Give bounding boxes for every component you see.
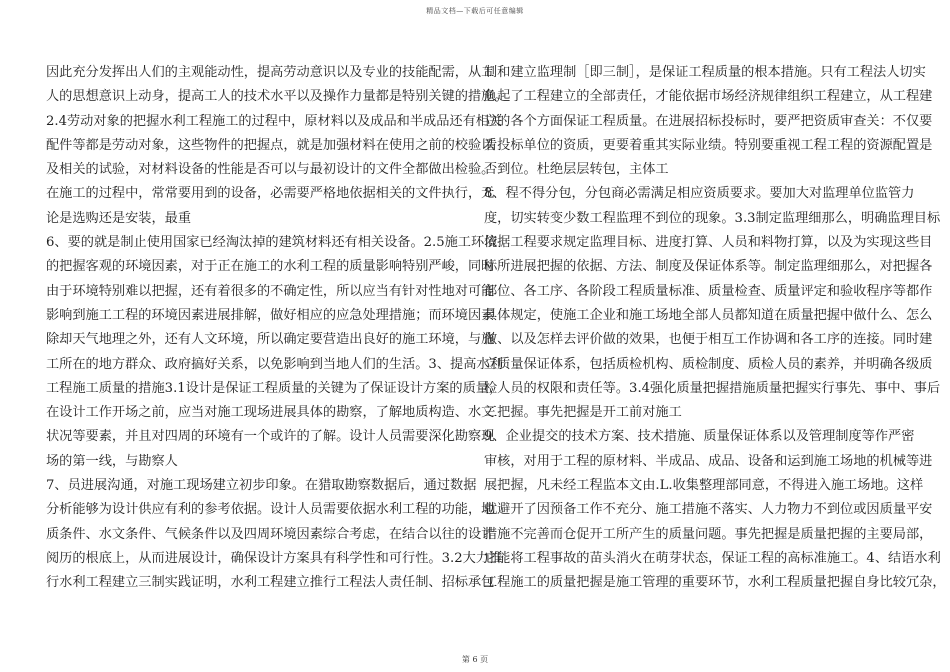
page-number: 第 6 页 (461, 655, 489, 664)
text-line: 阅历的根底上，从而进展设计，确保设计方案具有科学性和可行性。3.2大力推 (46, 550, 503, 566)
text-line: 负起了工程建立的全部责任，才能依据市场经济规律组织工程建立，从工程建 (484, 89, 933, 105)
text-line: 2.4劳动对象的把握水利工程施工的过程中，原材料以及成品和半成品还有相关 (46, 113, 503, 129)
text-line: 及相关的试验，对材料设备的性能是否可以与最初设计的文件全都做出检验。 (46, 162, 495, 178)
text-line: 立的各个方面保证工程质量。在进展招标投标时，要严把资质审查关：不仅要 (484, 113, 933, 129)
text-line: 影响到施工工程的环境因素进展排解，做好相应的应急处理措施；而环境因素 (46, 307, 495, 323)
text-line: 在施工的过程中，常常要用到的设备，必需要严格地依据相关的文件执行，无 (46, 186, 495, 202)
text-line: 检人员的权限和责任等。3.4强化质量把握措施质量把握实行事先、事中、事后 (484, 380, 941, 396)
text-line: 状况等要素，并且对四周的环境有一个或许的了解。设计人员需要深化勘察现 (46, 429, 495, 445)
right-text-column (484, 61, 946, 596)
text-line: 8、程不得分包，分包商必需满足相应资质要求。要加大对监理单位监管力 (484, 186, 915, 202)
text-line: 标所进展把握的依据、方法、制度及保证体系等。制定监理细那么，对把握各 (484, 259, 933, 275)
left-text-column (46, 61, 508, 596)
text-line: 论是选购还是安装，最重 (46, 210, 192, 226)
text-line: 质条件、水文条件、气候条件以及四周环境因素综合考虑，在结合以往的设计 (46, 526, 495, 542)
text-line: 6、要的就是制止使用国家已经淘汰掉的建筑材料还有相关设备。2.5施工环境 (46, 235, 498, 251)
text-line: 三把握。事先把握是开工前对施工 (484, 405, 682, 421)
page-header: 精品文档—下载后可任意编辑 (426, 7, 524, 15)
text-line: 制和建立监理制［即三制］，是保证工程质量的根本措施。只有工程法人切实 (484, 65, 926, 80)
text-line: 做、以及怎样去评价做的效果，也便于相互工作协调和各工序的连接。同时建 (484, 332, 933, 348)
text-line: 由于环境特别难以把握，还有着很多的不确定性，所以应当有针对性地对可能 (46, 283, 495, 299)
text-line: 具体规定，使施工企业和施工场地全部人员都知道在质量把握中做什么、怎么 (484, 307, 933, 323)
text-line: 否到位。杜绝层层转包，主体工 (484, 162, 669, 178)
text-line: 分析能够为设计供应有利的参考依据。设计人员需要依据水利工程的功能，地 (46, 502, 495, 518)
text-line: 工程施工质量的措施3.1设计是保证工程质量的关键为了保证设计方案的质量， (46, 380, 503, 396)
text-line: 9、企业提交的技术方案、技术措施、质量保证体系以及管理制度等作严密 (484, 429, 915, 445)
text-line: 场的第一线，与勘察人 (46, 453, 178, 469)
text-line: 在设计工作开场之前，应当对施工现场进展具体的勘察，了解地质构造、水文 (46, 405, 495, 421)
text-line: 审核，对用于工程的原材料、半成品、成品、设备和运到施工场地的机械等进 (484, 453, 933, 469)
text-line: 措施不完善而仓促开工所产生的质量问题。事先把握是质量把握的主要局部， (484, 526, 933, 542)
text-line: 看投标单位的资质，更要着重其实际业绩。特别要重视工程工程的资源配置是 (484, 137, 933, 153)
text-line: 展把握，凡未经工程监本文由.L.收集整理部同意，不得进入施工场地。这样 (484, 478, 924, 494)
text-line: 工所在的地方群众、政府搞好关系，以免影响到当地人们的生活。3、提高水利 (46, 356, 503, 372)
text-line: 人的思想意识上动身，提高工人的技术水平以及操作力量都是特别关键的措施。 (46, 89, 508, 105)
text-line: 7、员进展沟通，对施工现场建立初步印象。在猎取勘察数据后，通过数据 (46, 478, 477, 494)
text-line: 配件等都是劳动对象，这些物件的把握点，就是加强材料在使用之前的校验以 (46, 137, 495, 153)
text-line: 部位、各工序、各阶段工程质量标准、质量检查、质量评定和验收程序等都作 (484, 283, 933, 299)
text-line: 度，切实转变少数工程监理不到位的现象。3.3制定监理细那么，明确监理目标 (484, 210, 941, 226)
text-line: 的把握客观的环境因素，对于正在施工的水利工程的质量影响特别严峻，同时 (46, 259, 495, 275)
text-line: 除却天气地理之外，还有人文环境，所以确定要营造出良好的施工环境，与施 (46, 332, 495, 348)
text-line: 立质量保证体系，包括质检机构、质检制度、质检人员的素养，并明确各级质 (484, 356, 933, 372)
text-line: 工程施工的质量把握是施工管理的重要环节，水利工程质量把握自身比较冗杂， (484, 575, 946, 591)
text-line: 因此充分发挥出人们的主观能动性，提高劳动意识以及专业的技能配需，从工 (46, 65, 495, 80)
text-line: 就避开了因预备工作不充分、施工措施不落实、人力物力不到位或因质量平安 (484, 502, 933, 518)
text-line: 依据工程要求规定监理目标、进度打算、人员和料物打算，以及为实现这些目 (484, 235, 933, 251)
text-line: 行水利工程建立三制实践证明，水利工程建立推行工程法人责任制、招标承包 (46, 575, 495, 591)
text-line: 它能将工程事故的苗头消火在萌芽状态，保证工程的高标准施工。4、结语水利 (484, 550, 941, 566)
